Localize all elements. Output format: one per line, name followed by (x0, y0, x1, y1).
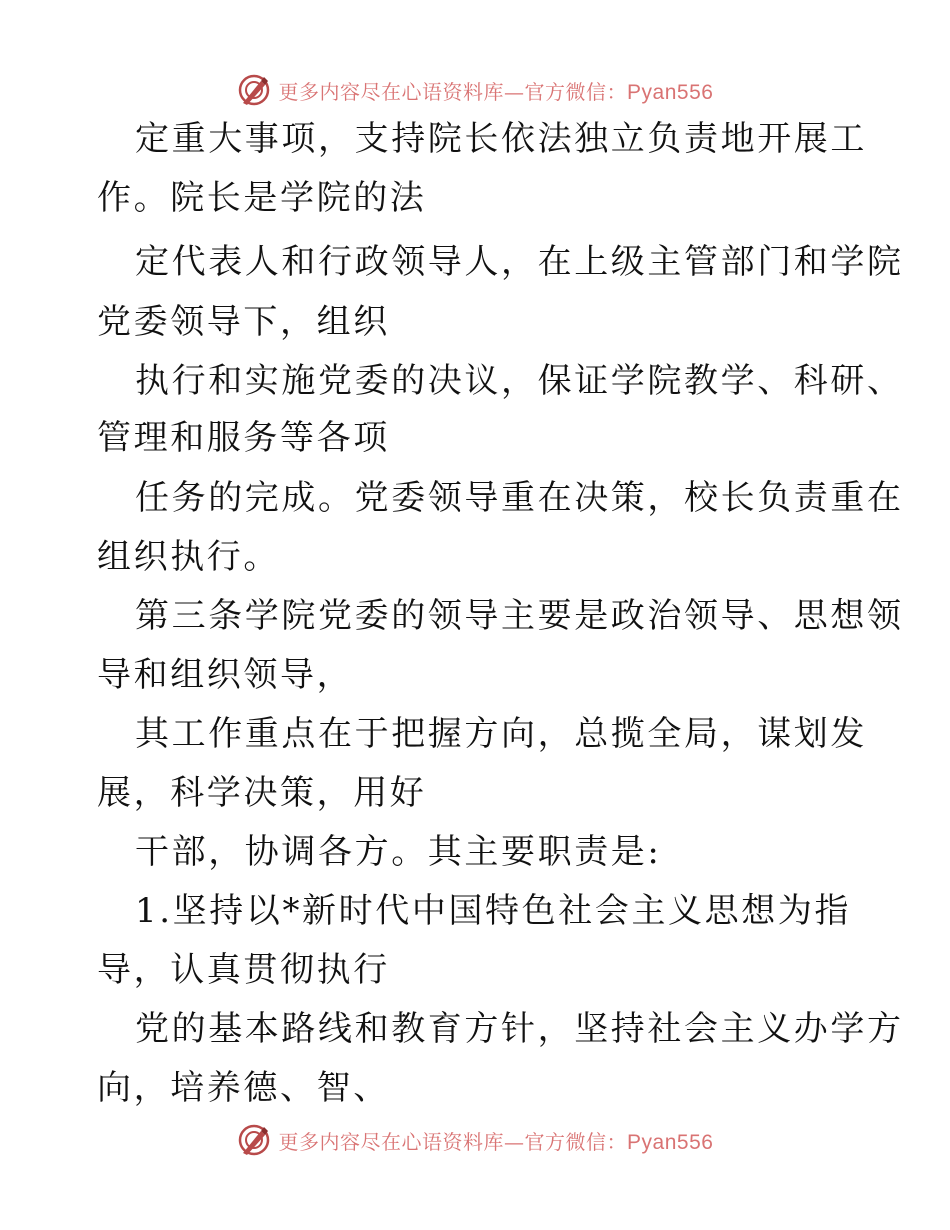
text-line: 组织执行。 (97, 537, 280, 577)
text-line: 党的基本路线和教育方针，坚持社会主义办学方 (135, 1009, 904, 1049)
text-line: 其工作重点在于把握方向，总揽全局，谋划发 (135, 714, 867, 754)
text-line: 党委领导下，组织 (97, 302, 390, 342)
watermark-text: 更多内容尽在心语资料库—官方微信：Pyan556 (278, 1129, 714, 1154)
text-line: 定重大事项，支持院长依法独立负责地开展工 (135, 119, 867, 159)
text-line: 管理和服务等各项 (97, 418, 390, 458)
text-line: 向，培养德、智、 (97, 1068, 390, 1108)
text-line: 作。院长是学院的法 (97, 178, 427, 218)
pen-logo-icon (237, 73, 271, 107)
header-watermark (0, 70, 950, 110)
text-line: 第三条学院党委的领导主要是政治领导、思想领 (135, 596, 904, 636)
pen-logo-icon (237, 1123, 271, 1157)
text-line: 导，认真贯彻执行 (97, 950, 390, 990)
text-line: 任务的完成。党委领导重在决策，校长负责重在 (135, 478, 904, 518)
text-line: 干部，协调各方。其主要职责是: (135, 832, 662, 872)
text-line: 定代表人和行政领导人，在上级主管部门和学院 (135, 242, 904, 282)
text-line: 展，科学决策，用好 (97, 773, 427, 813)
text-line: 1.坚持以*新时代中国特色社会主义思想为指 (135, 891, 852, 931)
watermark-text: 更多内容尽在心语资料库—官方微信：Pyan556 (278, 79, 714, 104)
text-line: 执行和实施党委的决议，保证学院教学、科研、 (135, 361, 904, 401)
text-line: 导和组织领导， (97, 655, 354, 695)
footer-watermark (0, 1120, 950, 1160)
